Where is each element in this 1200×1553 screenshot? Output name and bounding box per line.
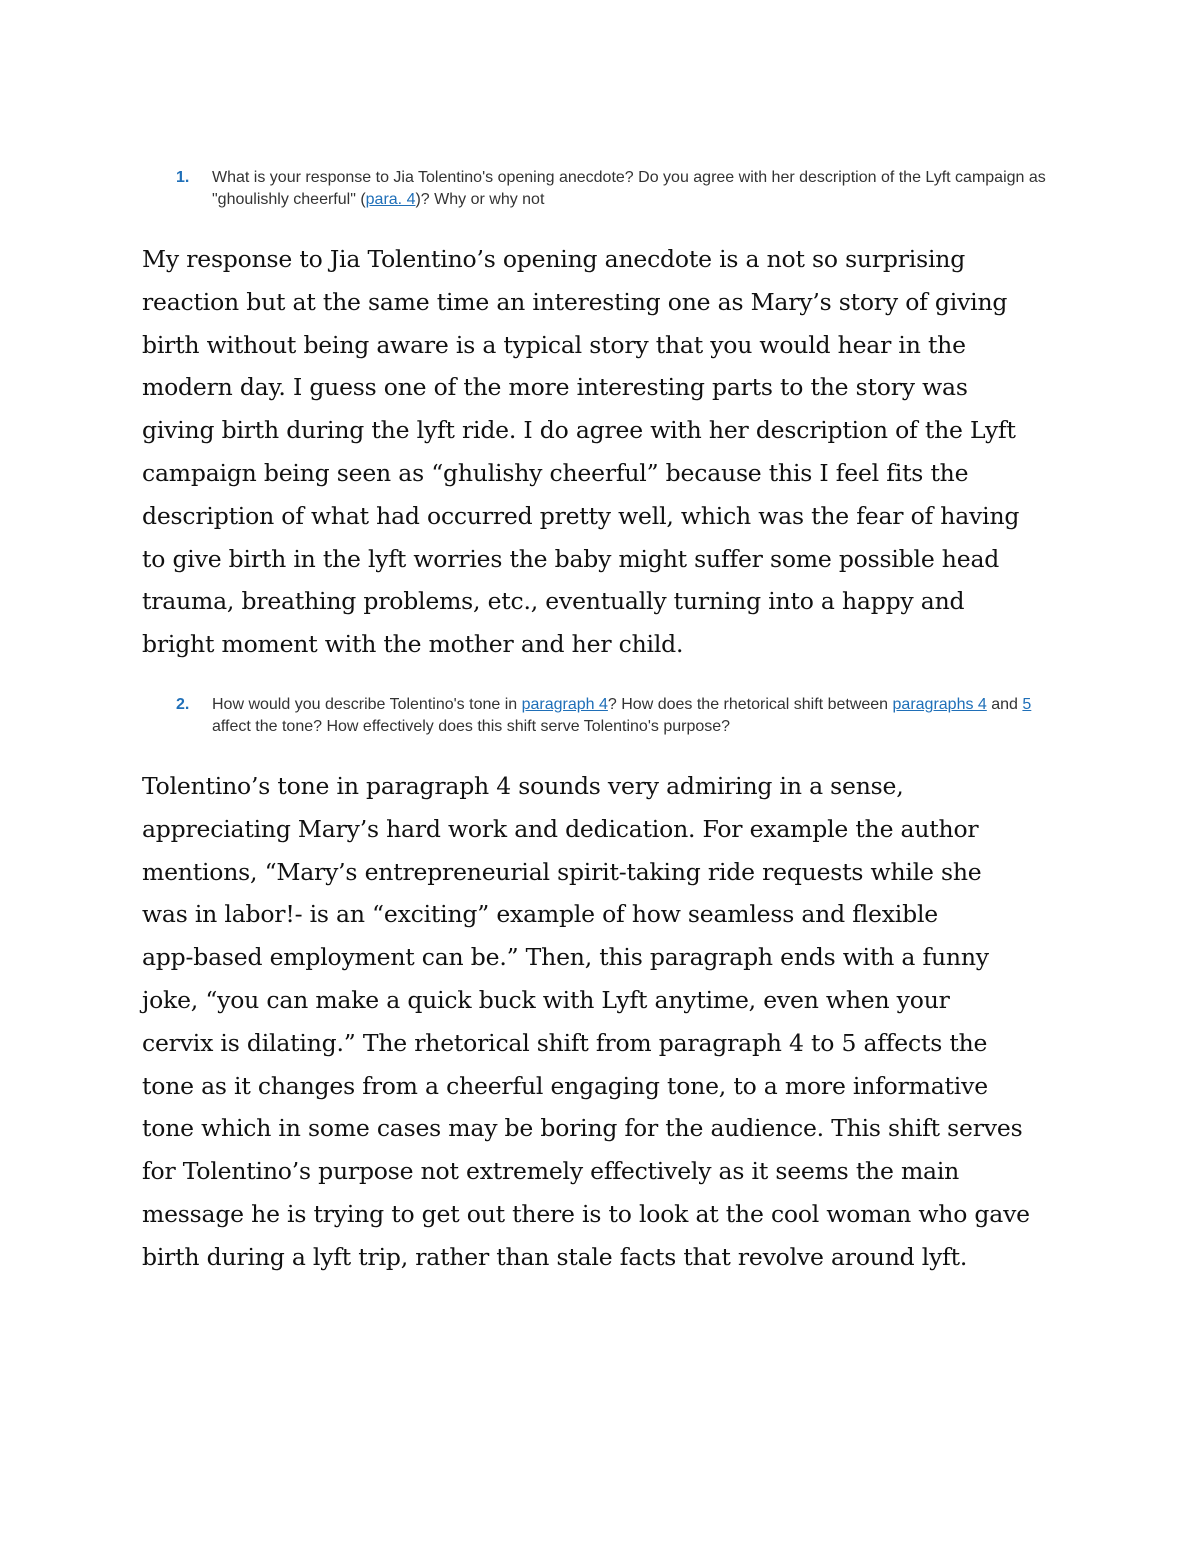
answer-line: modern day. I guess one of the more interesting parts to the story was [142, 373, 968, 402]
answer-line: Tolentino’s tone in paragraph 4 sounds very admiring in a sense, [142, 772, 904, 800]
question-text-part: and [986, 696, 1023, 713]
question-text [212, 694, 1062, 738]
question-text-part: )? Why or why not [415, 191, 545, 208]
question-text-part: affect the tone? How effectively does this shift serve Tolentino's purpose? [212, 718, 731, 735]
answer-line: mentions, “Mary’s entrepreneurial spirit-taking ride requests while she [142, 857, 982, 886]
question-number: 2. [176, 696, 190, 713]
answer-line: was in labor!- is an “exciting” example of how seamless and flexible [142, 900, 938, 929]
answer-line: description of what had occurred pretty well, which was the fear of having [142, 501, 1020, 530]
answer-1 [142, 238, 1072, 666]
answer-line: cervix is dilating.” The rhetorical shift from paragraph 4 to 5 affects the [142, 1028, 988, 1057]
answer-line: appreciating Mary’s hard work and dedication. For example the author [142, 814, 979, 843]
paragraph-5-link[interactable]: 5 [1022, 696, 1032, 713]
answer-line: My response to Jia Tolentino’s opening anecdote is a not so surprising [142, 245, 966, 273]
answer-line: reaction but at the same time an interesting one as Mary’s story of giving [142, 287, 1008, 316]
answer-line: tone as it changes from a cheerful engaging tone, to a more informative [142, 1071, 988, 1100]
question-text-part: ? How does the rhetorical shift between [607, 696, 893, 713]
answer-line: campaign being seen as “ghulishy cheerful” because this I feel fits the [142, 458, 969, 487]
answer-line: joke, “you can make a quick buck with Lyft anytime, even when your [142, 985, 950, 1014]
answer-line: app-based employment can be.” Then, this paragraph ends with a funny [142, 943, 989, 972]
answer-line: birth without being aware is a typical story that you would hear in the [142, 330, 966, 359]
question-text-part: How would you describe Tolentino's tone in [212, 696, 522, 713]
answer-line: giving birth during the lyft ride. I do agree with her description of the Lyft [142, 416, 1016, 445]
question-number: 1. [176, 169, 190, 186]
answer-line: bright moment with the mother and her child. [142, 630, 684, 659]
answer-line: trauma, breathing problems, etc., eventually turning into a happy and [142, 587, 965, 616]
answer-line: message he is trying to get out there is to look at the cool woman who gave [142, 1199, 1030, 1228]
answer-line: birth during a lyft trip, rather than stale facts that revolve around lyft. [142, 1242, 968, 1271]
answer-line: tone which in some cases may be boring for the audience. This shift serves [142, 1114, 1023, 1143]
answer-2 [142, 765, 1072, 1279]
answer-line: for Tolentino’s purpose not extremely effectively as it seems the main [142, 1157, 960, 1186]
answer-line: to give birth in the lyft worries the baby might suffer some possible head [142, 544, 1000, 573]
paragraphs-4-link[interactable]: paragraphs 4 [892, 696, 987, 713]
question-text [212, 167, 1062, 211]
paragraph-4-link[interactable]: paragraph 4 [521, 696, 608, 713]
question-text-part: What is your response to Jia Tolentino's opening anecdote? Do you agree with her description of the Lyft campaign as "ghoulishly cheerful" ( [212, 169, 1046, 208]
para-4-link[interactable]: para. 4 [365, 191, 416, 208]
